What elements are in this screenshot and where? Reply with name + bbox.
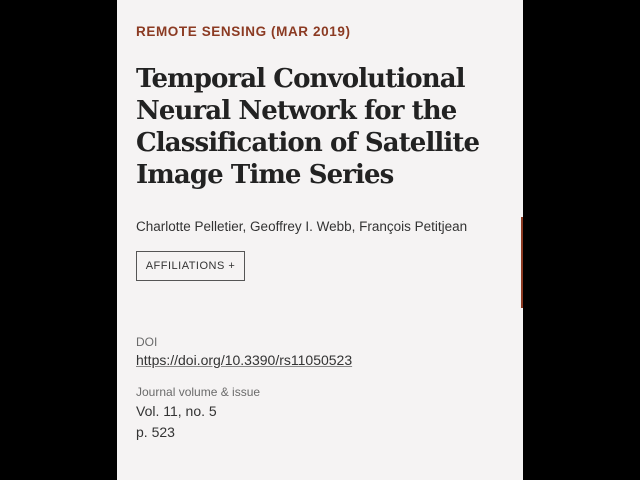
volume-label: Journal volume & issue (136, 385, 261, 399)
pages-value: p. 523 (136, 424, 175, 440)
accent-divider (521, 217, 523, 308)
doi-link[interactable]: https://doi.org/10.3390/rs11050523 (136, 352, 353, 368)
article-title: Temporal Convolutional Neural Network for the Classification of Satellite Image Time Series (136, 64, 480, 190)
article-card (117, 0, 523, 480)
affiliations-button[interactable]: AFFILIATIONS + (136, 251, 245, 281)
author-list: Charlotte Pelletier, Geoffrey I. Webb, François Petitjean (136, 219, 468, 234)
journal-label: REMOTE SENSING (MAR 2019) (136, 24, 351, 39)
doi-value (136, 352, 352, 368)
volume-value: Vol. 11, no. 5 (136, 403, 217, 419)
doi-label: DOI (136, 335, 158, 349)
